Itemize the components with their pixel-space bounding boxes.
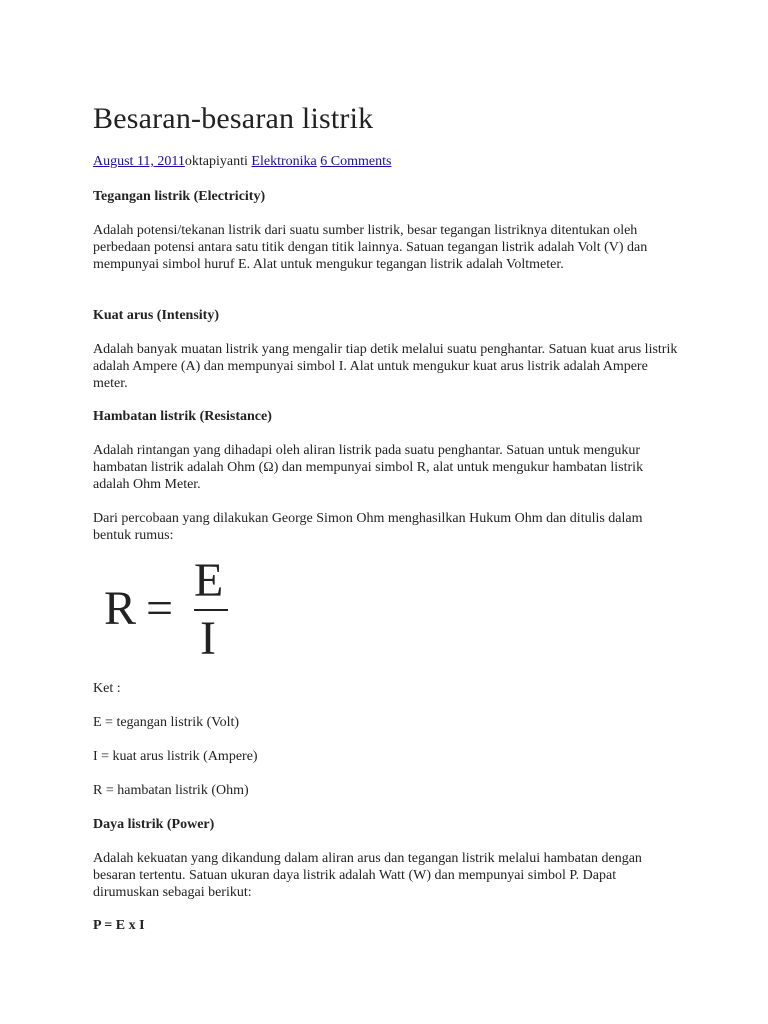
paragraph-ohm-intro: Dari percobaan yang dilakukan George Simon Ohm menghasilkan Hukum Ohm dan ditulis dalam bentuk rumus: xyxy=(93,511,643,543)
ket-label: Ket : xyxy=(93,681,121,696)
formula-r: R xyxy=(104,582,137,635)
ket-e: E = tegangan listrik (Volt) xyxy=(93,715,240,730)
fraction-bar xyxy=(194,609,228,611)
section-heading-daya: Daya listrik (Power) xyxy=(93,817,215,832)
ket-i: I = kuat arus listrik (Ampere) xyxy=(93,749,258,764)
paragraph-arus: Adalah banyak muatan listrik yang mengalir tiap detik melalui suatu penghantar. Satuan kuat arus listrik adalah Ampere (A) dan mempunyai simbol I. Alat untuk mengukur kuat arus listrik adalah Ampere meter. xyxy=(93,342,678,391)
paragraph-hambatan: Adalah rintangan yang dihadapi oleh aliran listrik pada suatu penghantar. Satuan untuk mengukur hambatan listrik adalah Ohm (Ω) dan mempunyai simbol R, alat untuk mengukur hambatan listrik adalah Ohm Meter. xyxy=(93,443,644,492)
post-meta xyxy=(93,154,391,170)
article-title: Besaran-besaran listrik xyxy=(93,102,374,135)
section-heading-tegangan: Tegangan listrik (Electricity) xyxy=(93,189,266,204)
formula-numerator: E xyxy=(194,554,224,607)
author-name: oktapiyanti xyxy=(184,154,248,169)
date-link[interactable]: August 11, 2011 xyxy=(93,154,185,169)
category-link[interactable]: Elektronika xyxy=(251,154,317,169)
section-heading-hambatan: Hambatan listrik (Resistance) xyxy=(93,409,272,424)
paragraph-tegangan: Adalah potensi/tekanan listrik dari suatu sumber listrik, besar tegangan listriknya ditentukan oleh perbedaan potensi antara satu titik dengan titik lainnya. Satuan tegangan listrik adalah Volt (V) dan mempunyai simbol huruf E. Alat untuk mengukur tegangan listrik adalah Voltmeter. xyxy=(93,223,648,272)
comments-link[interactable]: 6 Comments xyxy=(320,154,392,169)
formula-denominator: I xyxy=(200,612,216,665)
formula-equals: = xyxy=(146,582,174,635)
ohm-law-formula-image xyxy=(104,554,234,665)
paragraph-daya: Adalah kekuatan yang dikandung dalam aliran arus dan tegangan listrik melalui hambatan dengan besaran tertentu. Satuan ukuran daya listrik adalah Watt (W) dan mempunyai simbol P. Dapat dirumuskan sebagai berikut: xyxy=(93,851,642,900)
section-heading-arus: Kuat arus (Intensity) xyxy=(93,308,220,323)
power-formula: P = E x I xyxy=(93,918,145,933)
ket-r: R = hambatan listrik (Ohm) xyxy=(93,783,249,798)
